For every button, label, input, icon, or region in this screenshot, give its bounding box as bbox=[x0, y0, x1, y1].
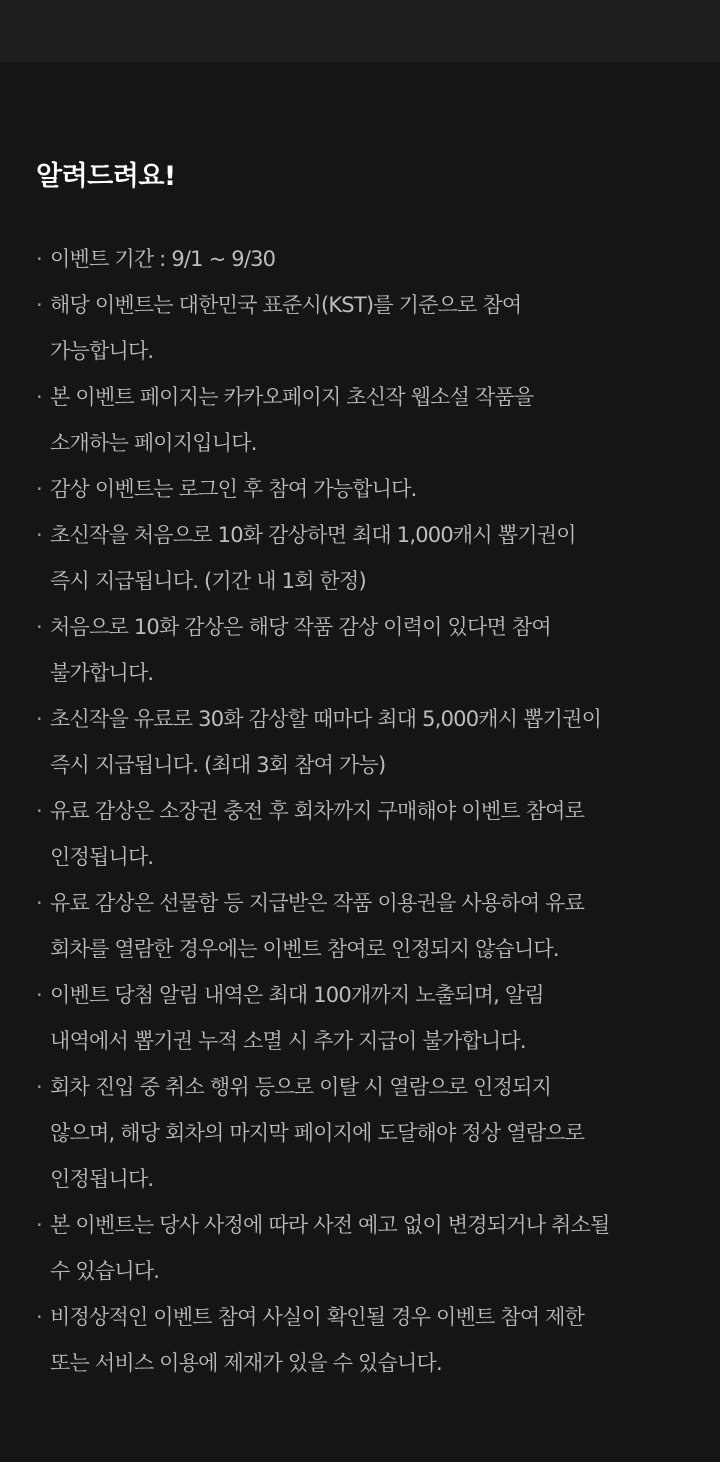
notice-line: 즉시 지급됩니다. (기간 내 1회 한정) bbox=[50, 569, 366, 593]
notice-title: 알려드려요! bbox=[36, 161, 176, 192]
notice-line: · 유료 감상은 선물함 등 지급받은 작품 이용권을 사용하여 유료 bbox=[50, 891, 585, 915]
notice-item-page-intro bbox=[36, 374, 696, 466]
notice-line: · 이벤트 당첨 알림 내역은 최대 100개까지 노출되며, 알림 bbox=[50, 983, 544, 1007]
notice-line: · 해당 이벤트는 대한민국 표준시(KST)를 기준으로 참여 bbox=[50, 293, 522, 317]
event-notice-section bbox=[36, 158, 696, 1386]
notice-line: · 감상 이벤트는 로그인 후 참여 가능합니다. bbox=[50, 477, 417, 501]
notice-line: 또는 서비스 이용에 제재가 있을 수 있습니다. bbox=[50, 1351, 442, 1375]
notice-line: 내역에서 뽑기권 누적 소멸 시 추가 지급이 불가합니다. bbox=[50, 1029, 526, 1053]
notice-item-history bbox=[36, 604, 696, 696]
notice-item-change bbox=[36, 1202, 696, 1294]
notice-item-gift-ticket bbox=[36, 880, 696, 972]
notice-item-alerts bbox=[36, 972, 696, 1064]
notice-line: 즉시 지급됩니다. (최대 3회 참여 가능) bbox=[50, 753, 386, 777]
notice-line: 소개하는 페이지입니다. bbox=[50, 431, 257, 455]
notice-item-paid-condition bbox=[36, 788, 696, 880]
notice-line: 않으며, 해당 회차의 마지막 페이지에 도달해야 정상 열람으로 bbox=[50, 1121, 585, 1145]
notice-item-period bbox=[36, 236, 696, 282]
notice-line: · 초신작을 유료로 30화 감상할 때마다 최대 5,000캐시 뽑기권이 bbox=[50, 707, 602, 731]
notice-line: 회차를 열람한 경우에는 이벤트 참여로 인정되지 않습니다. bbox=[50, 937, 559, 961]
notice-line: · 유료 감상은 소장권 충전 후 회차까지 구매해야 이벤트 참여로 bbox=[50, 799, 585, 823]
top-bar bbox=[0, 0, 720, 63]
notice-item-timezone bbox=[36, 282, 696, 374]
notice-line: · 본 이벤트는 당사 사정에 따라 사전 예고 없이 변경되거나 취소될 bbox=[50, 1213, 610, 1237]
notice-item-reading-rule bbox=[36, 1064, 696, 1202]
notice-item-restriction bbox=[36, 1294, 696, 1386]
notice-line: 인정됩니다. bbox=[50, 845, 154, 869]
notice-list bbox=[36, 236, 696, 1386]
notice-item-paid-reward bbox=[36, 696, 696, 788]
notice-line: · 처음으로 10화 감상은 해당 작품 감상 이력이 있다면 참여 bbox=[50, 615, 551, 639]
notice-line: 인정됩니다. bbox=[50, 1167, 154, 1191]
notice-item-login bbox=[36, 466, 696, 512]
notice-line: 가능합니다. bbox=[50, 339, 154, 363]
notice-line: · 본 이벤트 페이지는 카카오페이지 초신작 웹소설 작품을 bbox=[50, 385, 534, 409]
notice-item-first-reward bbox=[36, 512, 696, 604]
notice-line: 수 있습니다. bbox=[50, 1259, 160, 1283]
notice-line: · 비정상적인 이벤트 참여 사실이 확인될 경우 이벤트 참여 제한 bbox=[50, 1305, 585, 1329]
notice-line: · 초신작을 처음으로 10화 감상하면 최대 1,000캐시 뽑기권이 bbox=[50, 523, 576, 547]
notice-line: · 이벤트 기간 : 9/1 ~ 9/30 bbox=[50, 247, 276, 271]
notice-line: · 회차 진입 중 취소 행위 등으로 이탈 시 열람으로 인정되지 bbox=[50, 1075, 552, 1099]
notice-line: 불가합니다. bbox=[50, 661, 154, 685]
